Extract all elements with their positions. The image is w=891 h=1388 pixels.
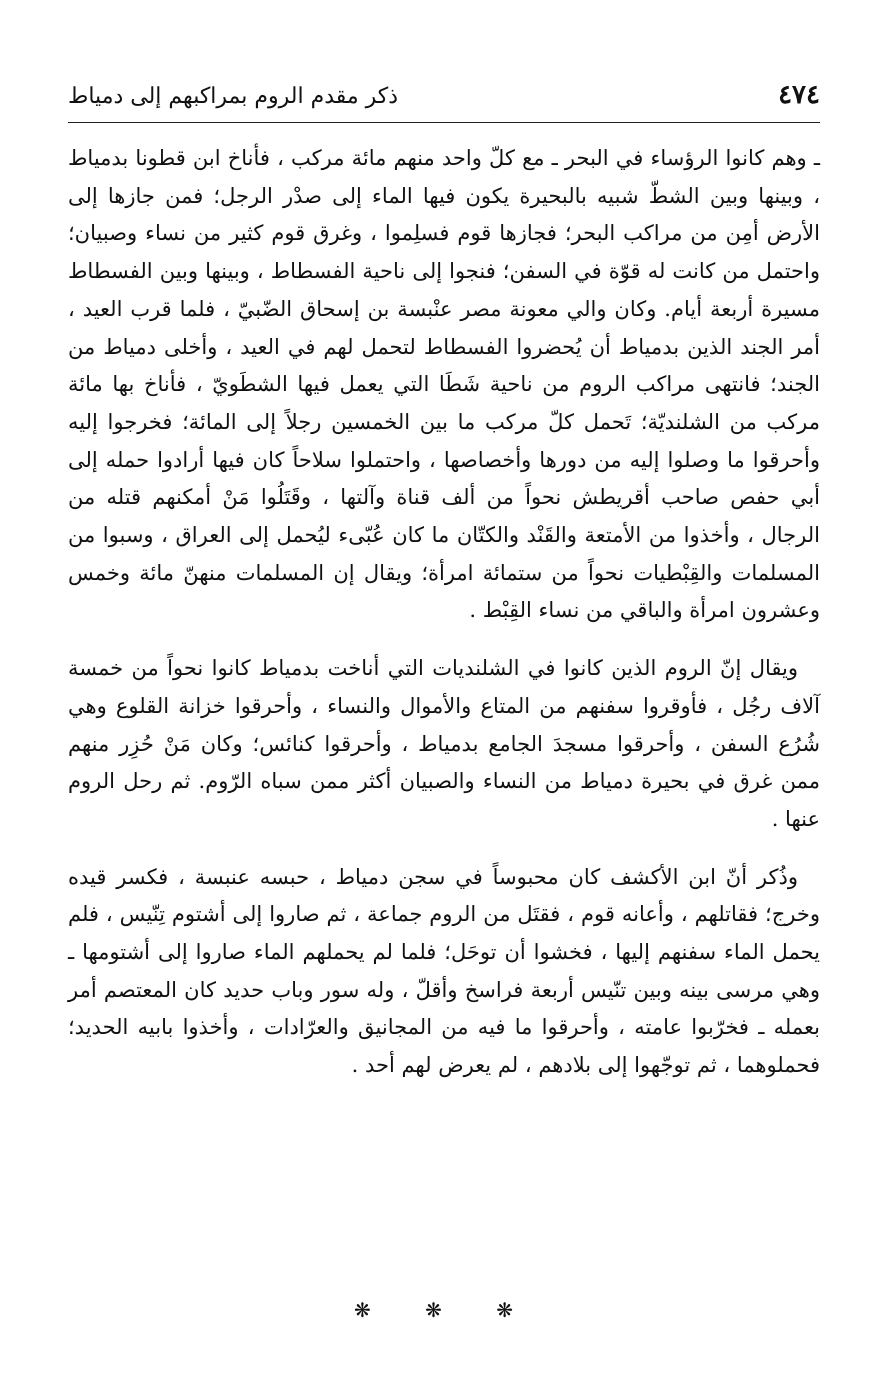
paragraph-3: وذُكر أنّ ابن الأكشف كان محبوساً في سجن دمياط ، حبسه عنبسة ، فكسر قيده وخرج؛ فقاتلهم ، وأعانه قوم ، فقتَل من الروم جماعة ، ثم صاروا إلى أشتوم تِنّيس ، فلم يحمل الماء سفنهم إليها ، فخشوا أن توحَل؛ فلما لم يحملهم الماء صاروا إلى أشتومها ـ وهي مرسى بينه وبين تنّيس أربعة فراسخ وأقلّ ، وله سور وباب حديد كان المعتصم أمر بعمله ـ فخرّبوا عامته ، وأحرقوا ما فيه من المجانيق والعرّادات ، وأخذوا بابيه الحديد؛ فحملوهما ، ثم توجّهوا إلى بلادهم ، لم يعرض لهم أحد . bbox=[68, 864, 820, 1078]
main-text bbox=[68, 140, 820, 1085]
running-title: ذكر مقدم الروم بمراكبهم إلى دمياط bbox=[68, 84, 399, 109]
header-divider bbox=[68, 122, 820, 123]
page-number: ٤٧٤ bbox=[778, 80, 820, 110]
page-header bbox=[68, 78, 820, 120]
paragraph-2: ويقال إنّ الروم الذين كانوا في الشلنديات التي أناخت بدمياط كانوا نحواً من خمسة آلاف رجُل ، فأوقروا سفنهم من المتاع والأموال والنساء ، وأحرقوا خزانة القلوع وهي شُرُع السفن ، وأحرقوا مسجدَ الجامع بدمياط ، وأحرقوا كنائس؛ وكان مَنْ حُزِر منهم ممن غرق في بحيرة دمياط من النساء والصبيان أكثر ممن سباه الرّوم. ثم رحل الروم عنها . bbox=[68, 656, 820, 831]
paragraph-1: ـ وهم كانوا الرؤساء في البحر ـ مع كلّ واحد منهم مائة مركب ، فأناخ ابن قطونا بدمياط ، وبينها وبين الشطّ شبيه بالبحيرة يكون فيها الماء إلى صدْر الرجل؛ فمن جازها إلى الأرض أمِن من مراكب البحر؛ فجازها قوم فسلِموا ، وغرق قوم كثير من نساء وصبيان؛ واحتمل من كانت له قوّة في السفن؛ فنجوا إلى ناحية الفسطاط ، وبينها وبين الفسطاط مسيرة أربعة أيام. وكان والي معونة مصر عنْبسة بن إسحاق الضّبيّ ، فلما قرب العيد ، أمر الجند الذين بدمياط أن يُحضروا الفسطاط لتحمل لهم في العيد ، وأخلى دمياط من الجند؛ فانتهى مراكب الروم من ناحية شَطَا التي يعمل فيها الشطَويّ ، فأناخ بها مائة مركب من الشلنديّة؛ تَحمل كلّ مركب ما بين الخمسين رجلاً إلى المائة؛ فخرجوا إليه وأحرقوا ما وصلوا إليه من دورها وأخصاصها ، واحتملوا سلاحاً كان فيها أرادوا حمله إلى أبي حفص صاحب أقريطش نحواً من ألف قناة وآلتها ، وقَتَلُوا مَنْ أمكنهم قتله من الرجال ، وأخذوا من الأمتعة والقَنْد والكتّان ما كان عُبّىء ليُحمل إلى العراق ، وسبوا من المسلمات والقِبْطيات نحواً من ستمائة امرأة؛ ويقال إن المسلمات منهنّ مائة وخمس وعشرون امرأة والباقي من نساء القِبْط . bbox=[68, 146, 820, 623]
section-ornament: ❋ ❋ ❋ bbox=[354, 1298, 537, 1322]
